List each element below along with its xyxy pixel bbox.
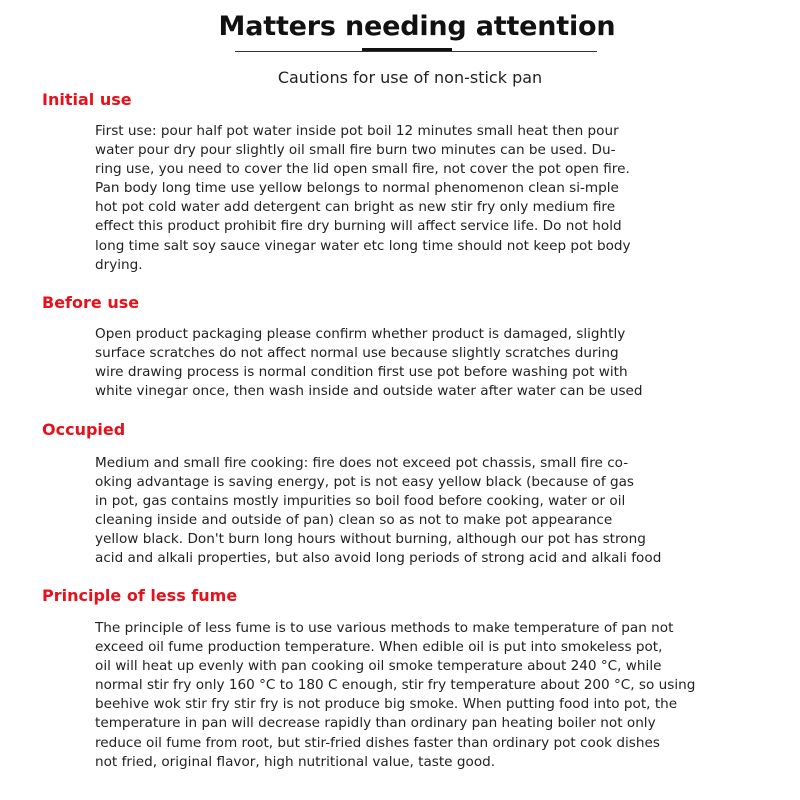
section-body-occupied bbox=[95, 454, 760, 569]
body-line: hot pot cold water add detergent can bright as new stir fry only medium fire bbox=[95, 199, 616, 216]
body-line: First use: pour half pot water inside pot boil 12 minutes small heat then pour bbox=[95, 123, 619, 139]
body-line: normal stir fry only 160 °C to 180 C enough, stir fry temperature about 200 °C, so using bbox=[95, 677, 696, 694]
body-line: water pour dry pour slightly oil small fire burn two minutes can be used. Du- bbox=[95, 142, 616, 159]
body-line: drying. bbox=[95, 256, 143, 273]
title-underline-thin bbox=[235, 51, 597, 52]
body-line: cleaning inside and outside of pan) clean so as not to make pot appearance bbox=[95, 512, 613, 529]
section-heading-principle-of-less-fume: Principle of less fume bbox=[42, 586, 238, 605]
body-line: effect this product prohibit fire dry burning will affect service life. Do not hold bbox=[95, 218, 622, 235]
body-line: The principle of less fume is to use various methods to make temperature of pan not bbox=[95, 620, 674, 636]
title-underline-thick bbox=[362, 48, 452, 51]
body-line: long time salt soy sauce vinegar water etc long time should not keep pot body bbox=[95, 237, 631, 254]
section-body-initial-use bbox=[95, 122, 760, 275]
body-line: acid and alkali properties, but also avoid long periods of strong acid and alkali food bbox=[95, 550, 662, 567]
body-line: yellow black. Don't burn long hours without burning, although our pot has strong bbox=[95, 531, 646, 548]
body-line: temperature in pan will decrease rapidly than ordinary pan heating boiler not only bbox=[95, 715, 656, 732]
body-line: reduce oil fume from root, but stir-fried dishes faster than ordinary pot cook dishes bbox=[95, 734, 660, 751]
page-title: Matters needing attention bbox=[218, 11, 616, 42]
body-line: white vinegar once, then wash inside and outside water after water can be used bbox=[95, 383, 643, 400]
body-line: oking advantage is saving energy, pot is not easy yellow black (because of gas bbox=[95, 474, 635, 491]
body-line: oil will heat up evenly with pan cooking oil smoke temperature about 240 °C, while bbox=[95, 658, 662, 675]
body-line: not fried, original flavor, high nutritional value, taste good. bbox=[95, 753, 496, 770]
section-body-before-use bbox=[95, 325, 760, 401]
body-line: ring use, you need to cover the lid open small fire, not cover the pot open fire. bbox=[95, 161, 630, 178]
section-body-principle-of-less-fume bbox=[95, 619, 760, 772]
body-line: beehive wok stir fry stir fry is not produce big smoke. When putting food into pot, the bbox=[95, 696, 678, 713]
body-line: Open product packaging please confirm whether product is damaged, slightly bbox=[95, 326, 626, 342]
body-line: Pan body long time use yellow belongs to normal phenomenon clean si-mple bbox=[95, 180, 619, 197]
page-subtitle: Cautions for use of non-stick pan bbox=[277, 68, 543, 87]
body-line: Medium and small fire cooking: fire does not exceed pot chassis, small fire co- bbox=[95, 455, 629, 471]
body-line: exceed oil fume production temperature. When edible oil is put into smokeless pot, bbox=[95, 639, 663, 656]
section-heading-before-use: Before use bbox=[42, 293, 140, 312]
section-heading-initial-use: Initial use bbox=[42, 90, 132, 109]
body-line: wire drawing process is normal condition first use pot before washing pot with bbox=[95, 364, 628, 381]
section-heading-occupied: Occupied bbox=[42, 420, 126, 439]
body-line: in pot, gas contains mostly impurities so boil food before cooking, water or oil bbox=[95, 493, 626, 510]
body-line: surface scratches do not affect normal use because slightly scratches during bbox=[95, 345, 619, 362]
